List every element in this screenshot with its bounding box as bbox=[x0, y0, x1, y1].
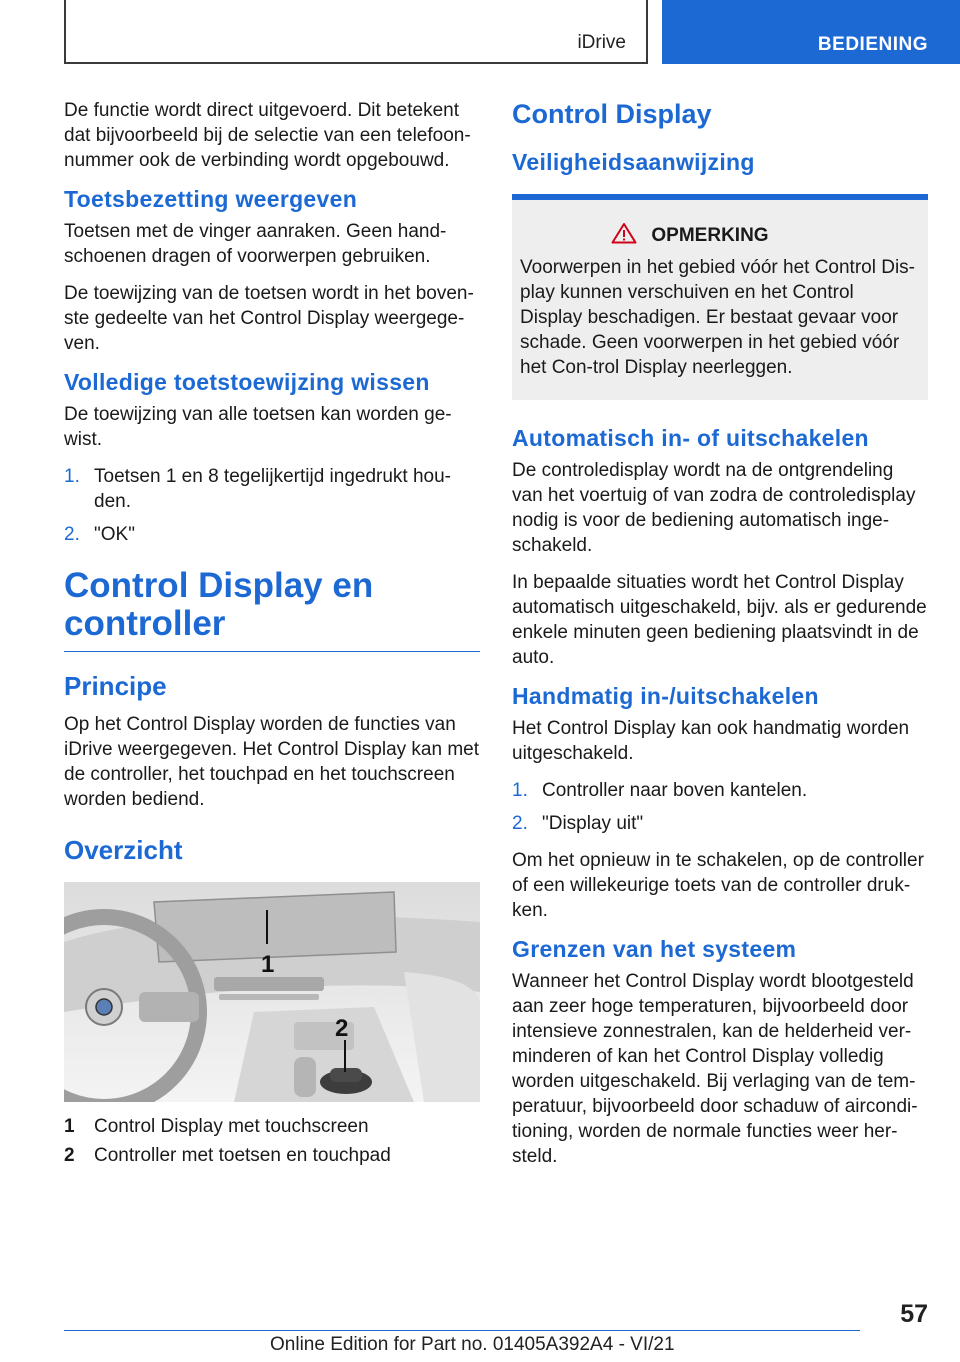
step-text: Controller naar boven kantelen. bbox=[542, 780, 808, 801]
step-text: Toetsen 1 en 8 tegelijkertijd ingedrukt hou‐den. bbox=[94, 466, 452, 512]
header-chapter-title: BEDIENING bbox=[817, 34, 928, 55]
list-item bbox=[64, 1114, 480, 1139]
overzicht-heading: Overzicht bbox=[64, 835, 183, 865]
page-number: 57 bbox=[900, 1300, 928, 1328]
wissen-text: De toewijzing van alle toetsen kan worden ge‐wist. bbox=[64, 404, 452, 450]
grenzen-text: Wanneer het Control Display wordt blootgesteld aan zeer hoge temperaturen, bijvoorbeeld door intensieve zonnestralen, kan de helderheid ver‐minderen of kan het Control Display volledig worden uitgeschakeld. Bij verlaging van de tem‐peratuur, bijvoorbeeld door schaduw of aircondi‐tioning, worden de normale functies weer her‐steld. bbox=[512, 971, 918, 1167]
figure-label-2: 2 bbox=[335, 1015, 349, 1042]
wissen-steps bbox=[64, 464, 480, 547]
header-section-title: iDrive bbox=[577, 32, 626, 53]
header-chapter-tab bbox=[662, 0, 960, 64]
principe-text: Op het Control Display worden de functies van iDrive weergegeven. Het Control Display kan met de controller, het touchpad en het touchscreen worden bediend. bbox=[64, 714, 480, 810]
auto-heading: Automatisch in- of uitschakelen bbox=[512, 425, 869, 451]
handmatig-text: Het Control Display kan ook handmatig worden uitgeschakeld. bbox=[512, 718, 910, 764]
footer-divider bbox=[64, 1330, 860, 1331]
figure-label-1: 1 bbox=[261, 951, 275, 978]
warning-header bbox=[520, 222, 920, 249]
principe-heading: Principe bbox=[64, 671, 167, 701]
warning-title: OPMERKING bbox=[651, 224, 769, 246]
step-text: "OK" bbox=[94, 524, 135, 545]
auto-text-2: In bepaalde situaties wordt het Control Display automatisch uitgeschakeld, bijv. als er gedurende enkele minuten geen bediening plaatsvindt in de auto. bbox=[512, 572, 927, 668]
legend-text: Controller met toetsen en touchpad bbox=[94, 1145, 391, 1166]
list-item bbox=[64, 1143, 480, 1168]
list-item bbox=[64, 522, 480, 547]
intro-text: De functie wordt direct uitgevoerd. Dit betekent dat bijvoorbeeld bij de selectie van een telefoon‐nummer ook de verbinding wordt opgebouwd. bbox=[64, 100, 471, 171]
right-column bbox=[512, 98, 928, 1181]
step-number: 1. bbox=[512, 780, 528, 801]
veiligheid-heading: Veiligheidsaanwijzing bbox=[512, 149, 755, 175]
header-section-box bbox=[64, 0, 648, 64]
toetsbezetting-text-2: De toewijzing van de toetsen wordt in het boven‐ste gedeelte van het Control Display weergege‐ven. bbox=[64, 283, 474, 354]
step-number: 1. bbox=[64, 466, 80, 487]
list-item bbox=[512, 811, 928, 836]
handmatig-text-2: Om het opnieuw in te schakelen, op de controller of een willekeurige toets van de controller druk‐ken. bbox=[512, 850, 924, 921]
legend-key: 2 bbox=[64, 1145, 75, 1166]
cockpit-illustration bbox=[64, 882, 480, 1102]
handmatig-heading: Handmatig in-/uitschakelen bbox=[512, 683, 819, 709]
figure-legend bbox=[64, 1114, 480, 1168]
warning-text: Voorwerpen in het gebied vóór het Control Dis‐play kunnen verschuiven en het Control Display beschadigen. Er bestaat gevaar voor schade. Geen voorwerpen in het gebied vóór het Con‐trol Display neerleggen. bbox=[520, 257, 916, 378]
step-number: 2. bbox=[64, 524, 80, 545]
display-shape bbox=[154, 892, 396, 962]
warning-box bbox=[512, 194, 928, 400]
wissen-heading: Volledige toetstoewijzing wissen bbox=[64, 369, 430, 395]
step-text: "Display uit" bbox=[542, 813, 644, 834]
list-item bbox=[64, 464, 480, 514]
step-number: 2. bbox=[512, 813, 528, 834]
logo-badge bbox=[96, 999, 112, 1015]
control-display-heading: Control Display bbox=[512, 99, 712, 129]
toetsbezetting-heading: Toetsbezetting weergeven bbox=[64, 186, 358, 212]
legend-key: 1 bbox=[64, 1116, 75, 1137]
auto-text-1: De controledisplay wordt na de ontgrendeling van het voertuig of van zodra de controledisplay nodig is voor de bediening automatisch inge‐schakeld. bbox=[512, 460, 916, 556]
grenzen-heading: Grenzen van het systeem bbox=[512, 936, 797, 962]
handmatig-steps bbox=[512, 778, 928, 836]
footer-edition: Online Edition for Part no. 01405A392A4 - VI/21 bbox=[270, 1334, 675, 1355]
chapter-title: Control Display en controller bbox=[64, 567, 480, 652]
toetsbezetting-text-1: Toetsen met de vinger aanraken. Geen hand‐schoenen dragen of voorwerpen gebruiken. bbox=[64, 221, 447, 267]
left-column bbox=[64, 98, 480, 1172]
legend-text: Control Display met touchscreen bbox=[94, 1116, 369, 1137]
warning-triangle-icon bbox=[611, 222, 637, 249]
list-item bbox=[512, 778, 928, 803]
